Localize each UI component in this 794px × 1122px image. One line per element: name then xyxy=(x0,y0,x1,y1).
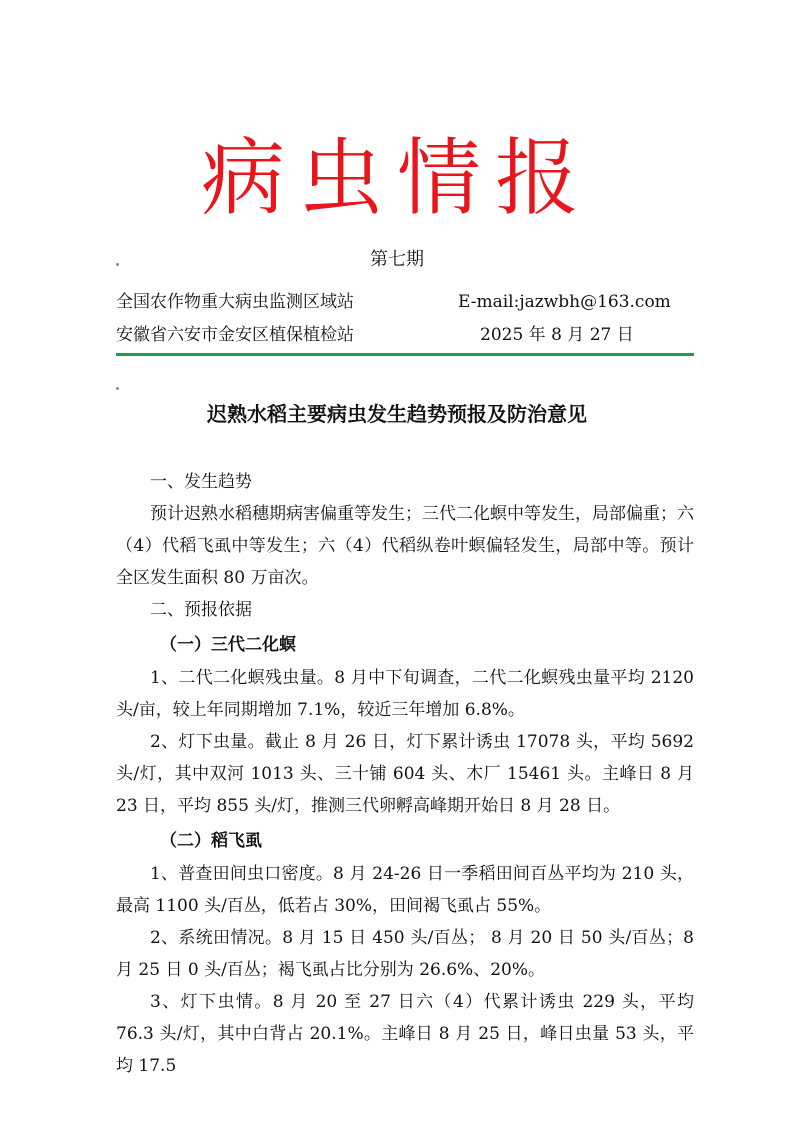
borer-paragraph-1: 1、二代二化螟残虫量。8 月中下旬调查，二代二化螟残虫量平均 2120 头/亩，较上年同期增加 7.1%，较近三年增加 6.8%。 xyxy=(116,668,694,720)
masthead-title: 病虫情报 xyxy=(200,129,593,227)
section-heading-basis: 二、预报依据 xyxy=(150,600,252,620)
org-local: 安徽省六安市金安区植保植检站 xyxy=(116,325,354,345)
borer-paragraph-2: 2、灯下虫量。截止 8 月 26 日，灯下累计诱虫 17078 头，平均 5692 头/灯，其中双河 1013 头、三十铺 604 头、木厂 15461 头。主峰日 8 月 23 日，平均 855 头/灯，推测三代卵孵高峰期开始日 8 月 28 日。 xyxy=(116,732,694,816)
email-address: E-mail:jazwbh@163.com xyxy=(458,292,671,312)
issue-number: 第七期 xyxy=(370,249,424,270)
document-body xyxy=(116,466,694,1082)
header-divider xyxy=(116,353,694,356)
decorative-dot xyxy=(116,387,119,390)
section-heading-trend: 一、发生趋势 xyxy=(150,472,252,492)
trend-paragraph: 预计迟熟水稻穗期病害偏重等发生；三代二化螟中等发生，局部偏重；六（4）代稻飞虱中等发生；六（4）代稻纵卷叶螟偏轻发生，局部中等。预计全区发生面积 80 万亩次。 xyxy=(116,504,694,588)
hopper-paragraph-3: 3、灯下虫情。8 月 20 至 27 日六（4）代累计诱虫 229 头，平均 76.3 头/灯，其中白背占 20.1%。主峰日 8 月 25 日，峰日虫量 53 头，平均 17.5 xyxy=(116,992,694,1076)
org-national: 全国农作物重大病虫监测区域站 xyxy=(116,292,354,312)
document-title: 迟熟水稻主要病虫发生趋势预报及防治意见 xyxy=(207,402,587,426)
hopper-paragraph-2: 2、系统田情况。8 月 15 日 450 头/百丛； 8 月 20 日 50 头/百丛；8 月 25 日 0 头/百丛；褐飞虱占比分别为 26.6%、20%。 xyxy=(116,928,694,980)
hopper-paragraph-1: 1、普查田间虫口密度。8 月 24-26 日一季稻田间百丛平均为 210 头，最高 1100 头/百丛，低若占 30%，田间褐飞虱占 55%。 xyxy=(116,864,694,916)
subsection-heading-borer: （一）三代二化螟 xyxy=(160,635,296,655)
subsection-heading-hopper: （二）稻飞虱 xyxy=(160,831,262,851)
issue-date: 2025 年 8 月 27 日 xyxy=(480,325,634,345)
